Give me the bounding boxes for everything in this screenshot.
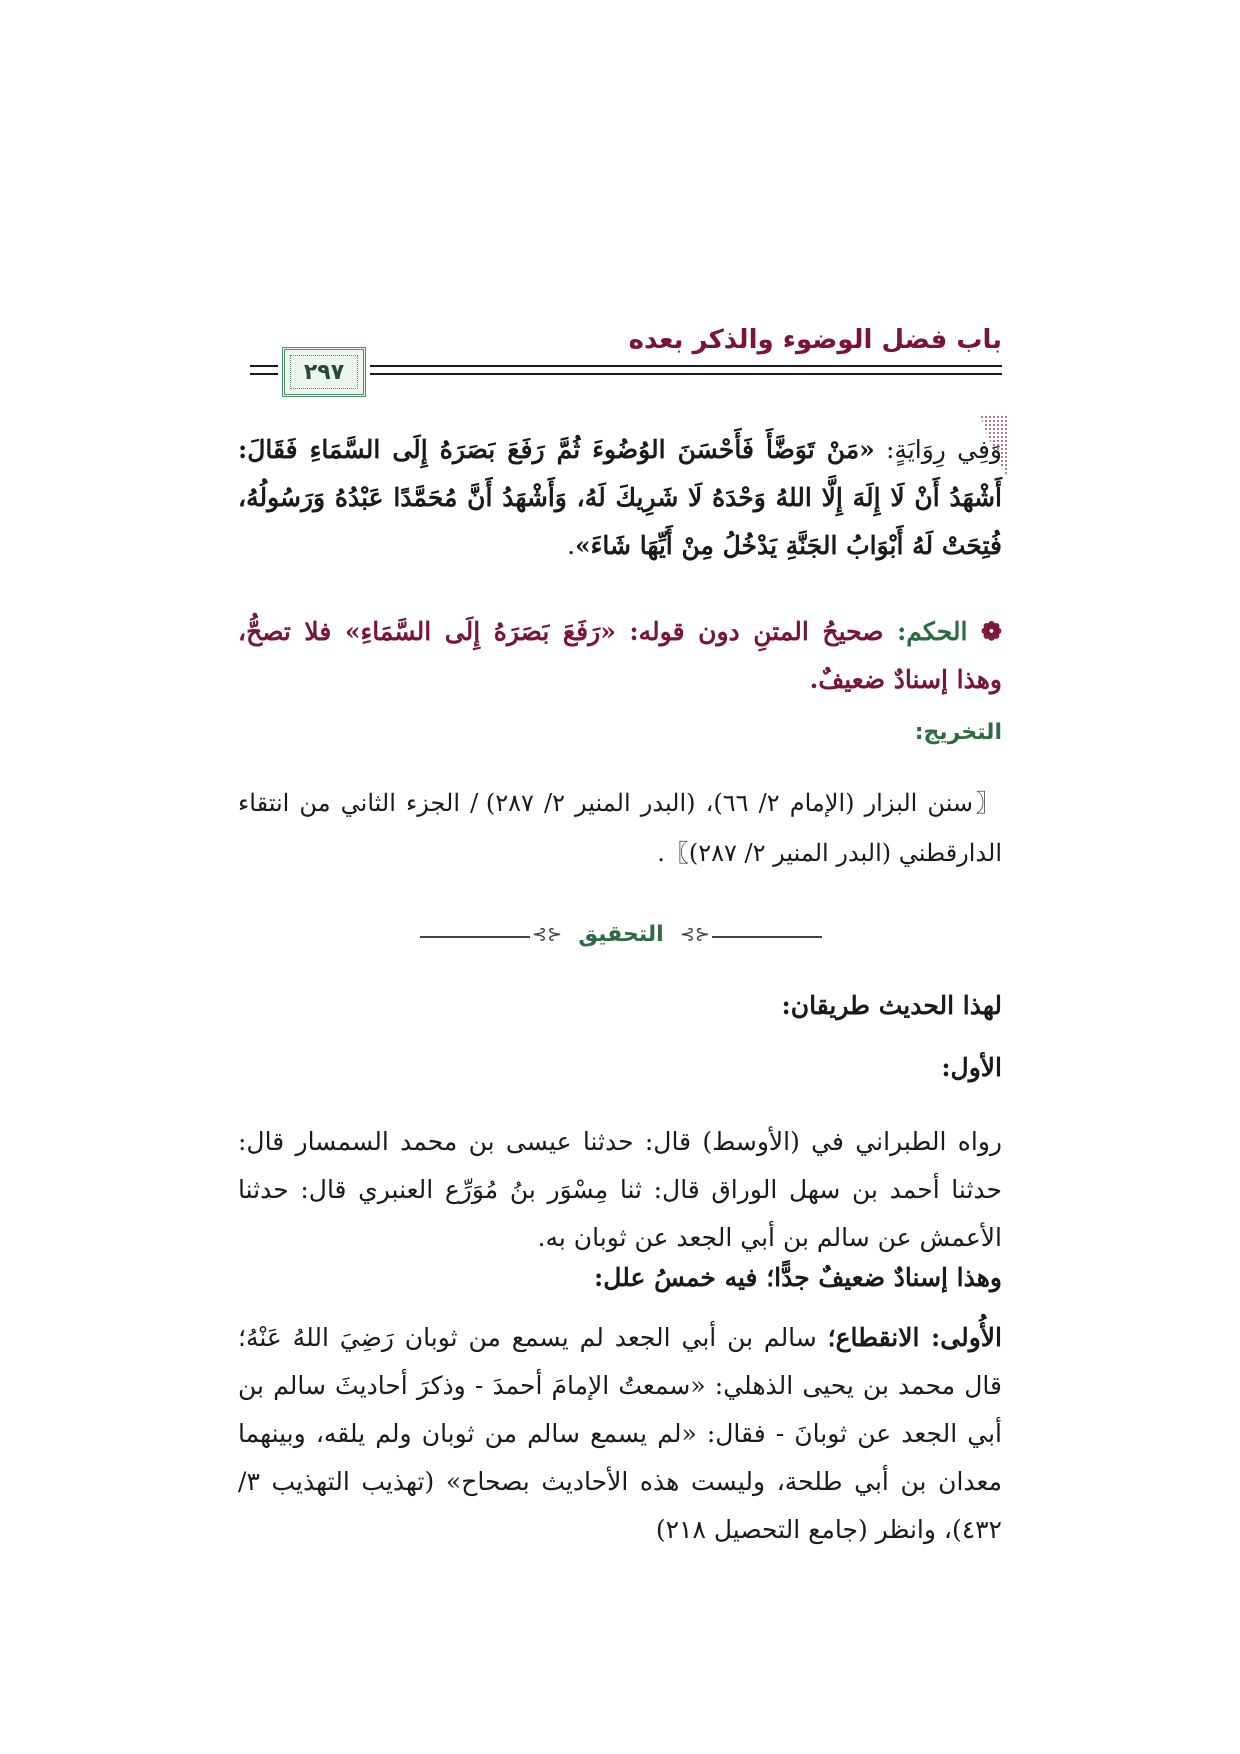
hadith-text: «مَنْ تَوَضَّأَ فَأَحْسَنَ الوُضُوءَ ثُمَّ رَفَعَ بَصَرَهُ إِلَى السَّمَاءِ فَقَالَ: أَشْهَدُ أَنْ لَا إِلَهَ إِلَّا اللهُ وَحْدَهُ لَا شَرِيكَ لَهُ، وَأَشْهَدُ أَنَّ مُحَمَّدًا عَبْدُهُ وَرَسُولُهُ، فُتِحَتْ لَهُ أَبْوَابُ الجَنَّةِ يَدْخُلُ مِنْ أَيِّهَا شَاءَ» <box>238 435 1002 560</box>
hukm-label: الحكم: <box>897 617 968 646</box>
hukm-paragraph <box>238 608 1002 704</box>
page-number-frame <box>282 347 366 397</box>
takhrij-text: 〖سنن البزار (الإمام ٢/ ٦٦)، (البدر المنير ٢/ ٢٨٧) / الجزء الثاني من انتقاء الدارقطني (البدر المنير ٢/ ٢٨٧)〗. <box>238 789 1003 867</box>
divider-line-right <box>712 936 822 938</box>
divider-line-left <box>420 936 530 938</box>
oula-label: الأُولى: الانقطاع؛ <box>827 1323 1003 1352</box>
isnad-line: وهذا إسنادٌ ضعيفٌ جدًّا؛ فيه خمسُ علل: <box>594 1263 1002 1292</box>
first-path-label: الأول: <box>941 1053 1002 1082</box>
riwaya-intro: وَفِي رِوَايَةٍ: <box>874 435 1002 464</box>
tahqiq-divider <box>420 922 822 952</box>
oula-text: سالم بن أبي الجعد لم يسمع من ثوبان رَضِيَ اللهُ عَنْهُ؛ قال محمد بن يحيى الذهلي: «سمعتُ الإمامَ أحمدَ - وذكرَ أحاديثَ سالم بن أبي الجعد عن ثوبانَ - فقال: «لم يسمع سالم من ثوبان ولم يلقه، وبينهما معدان بن أبي طلحة، وليست هذه الأحاديث بصحاح» (تهذيب التهذيب ٣/ ٤٣٢)، وانظر (جامع التحصيل ٢١٨) <box>238 1323 1002 1544</box>
hukm-text: صحيحُ المتنِ دون قوله: «رَفَعَ بَصَرَهُ إِلَى السَّمَاءِ» فلا تصحُّ، وهذا إسنادٌ ضعيفٌ. <box>238 617 1002 694</box>
riwaya-end: . <box>567 531 576 560</box>
chapter-title: باب فضل الوضوء والذكر بعده <box>628 325 1002 355</box>
riwaya-paragraph <box>238 426 1002 570</box>
header-rule-right <box>370 365 1002 379</box>
oula-paragraph <box>238 1314 1002 1554</box>
takhrij-heading: التخريج: <box>914 720 1002 745</box>
tahqiq-label: التحقيق <box>578 922 664 947</box>
divider-ornament-right-icon: ⊰⊱ <box>679 924 710 945</box>
flower-icon: ❁ <box>981 617 1002 646</box>
rawah-paragraph: رواه الطبراني في (الأوسط) قال: حدثنا عيسى بن محمد السمسار قال: حدثنا أحمد بن سهل الوراق قال: ثنا مِسْوَر بنُ مُوَرِّع العنبري قال: حدثنا الأعمش عن سالم بن أبي الجعد عن ثوبان به. <box>238 1127 1002 1252</box>
divider-ornament-left-icon: ⊰⊱ <box>532 924 563 945</box>
header-rule-left <box>250 365 278 379</box>
page-header <box>250 325 1002 385</box>
intro-line: لهذا الحديث طريقان: <box>781 991 1002 1020</box>
page-number: ٢٩٧ <box>303 359 345 385</box>
